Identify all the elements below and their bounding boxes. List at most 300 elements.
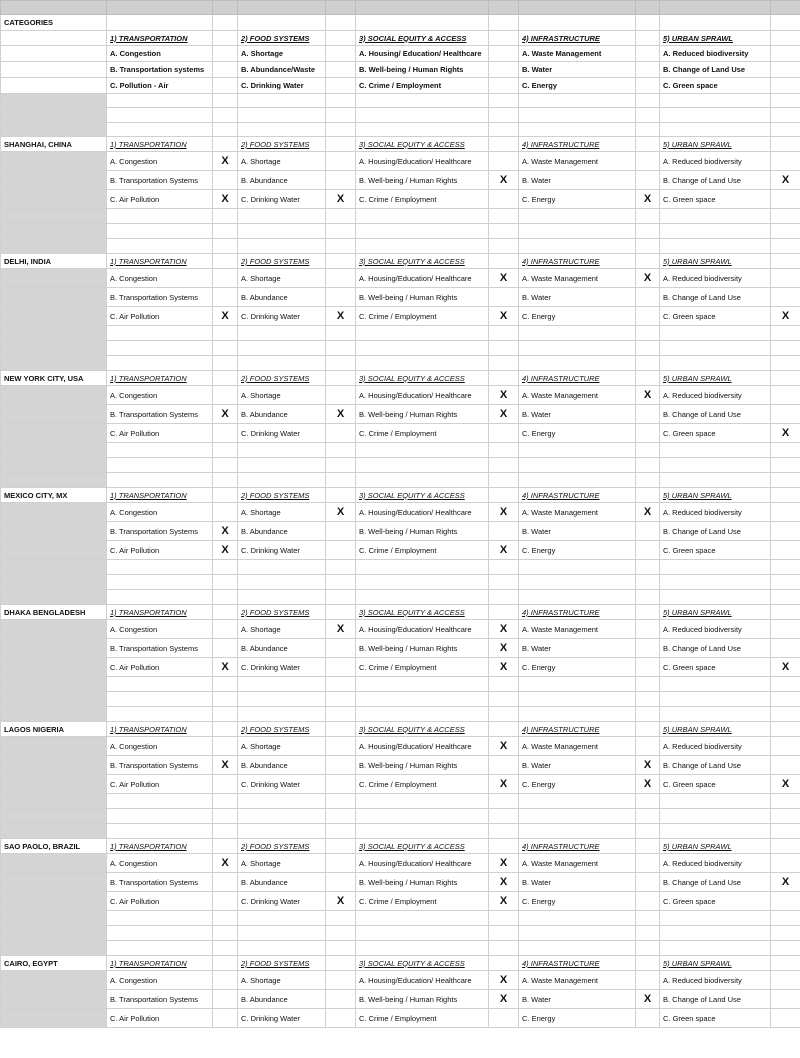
column-header-cell[interactable] (1, 1, 107, 15)
city-option[interactable]: C. Energy (519, 658, 636, 677)
x-mark-cell[interactable] (326, 620, 356, 639)
city-option[interactable]: A. Shortage (238, 854, 326, 873)
empty-cell[interactable] (238, 794, 326, 809)
empty-cell[interactable] (771, 911, 800, 926)
x-mark-cell[interactable] (489, 405, 519, 424)
empty-cell[interactable] (238, 341, 326, 356)
column-header-cell[interactable] (660, 1, 771, 15)
sheet-cell[interactable] (771, 31, 800, 46)
sheet-cell[interactable] (636, 78, 660, 94)
empty-cell[interactable] (356, 824, 489, 839)
city-option[interactable]: C. Green space (660, 775, 771, 794)
empty-cell[interactable] (356, 209, 489, 224)
empty-cell[interactable] (1, 356, 107, 371)
empty-cell[interactable] (1, 707, 107, 722)
x-mark-cell[interactable] (213, 775, 238, 794)
city-option[interactable]: B. Transportation Systems (107, 405, 213, 424)
x-mark-cell[interactable] (771, 405, 800, 424)
sheet-cell[interactable] (489, 62, 519, 78)
empty-cell[interactable] (636, 123, 660, 137)
empty-cell[interactable] (660, 326, 771, 341)
city-option[interactable]: A. Waste Management (519, 854, 636, 873)
empty-cell[interactable] (636, 707, 660, 722)
sheet-cell[interactable] (636, 605, 660, 620)
empty-cell[interactable] (1, 824, 107, 839)
column-header-cell[interactable] (356, 1, 489, 15)
x-mark-cell[interactable] (489, 190, 519, 209)
empty-cell[interactable] (356, 94, 489, 108)
empty-cell[interactable] (213, 443, 238, 458)
empty-cell[interactable] (660, 824, 771, 839)
empty-cell[interactable] (213, 809, 238, 824)
x-mark-cell[interactable] (213, 873, 238, 892)
x-mark-cell[interactable] (636, 269, 660, 288)
category-header[interactable]: 2) FOOD SYSTEMS (238, 31, 326, 46)
x-mark-cell[interactable] (636, 620, 660, 639)
empty-cell[interactable] (1, 692, 107, 707)
city-category-header[interactable]: 3) SOCIAL EQUITY & ACCESS (356, 956, 489, 971)
city-name[interactable]: NEW YORK CITY, USA (1, 371, 107, 386)
x-mark-cell[interactable] (771, 307, 800, 326)
empty-cell[interactable] (1, 809, 107, 824)
row-label-cell[interactable] (1, 756, 107, 775)
x-mark-cell[interactable] (213, 288, 238, 307)
x-mark-cell[interactable] (213, 639, 238, 658)
x-mark-cell[interactable] (636, 405, 660, 424)
sheet-cell[interactable] (489, 137, 519, 152)
row-label-cell[interactable] (1, 737, 107, 756)
sheet-cell[interactable] (213, 137, 238, 152)
empty-cell[interactable] (107, 239, 213, 254)
city-option[interactable]: A. Reduced biodiversity (660, 152, 771, 171)
empty-cell[interactable] (771, 926, 800, 941)
city-option[interactable]: C. Energy (519, 1009, 636, 1028)
sheet-cell[interactable] (771, 78, 800, 94)
city-option[interactable]: C. Drinking Water (238, 190, 326, 209)
sheet-cell[interactable] (213, 78, 238, 94)
empty-cell[interactable] (107, 911, 213, 926)
city-option[interactable]: B. Abundance (238, 990, 326, 1009)
row-label-cell[interactable] (1, 152, 107, 171)
city-option[interactable]: A. Shortage (238, 152, 326, 171)
x-mark-cell[interactable] (213, 171, 238, 190)
sheet-cell[interactable] (771, 254, 800, 269)
sheet-cell[interactable] (356, 15, 489, 31)
empty-cell[interactable] (1, 590, 107, 605)
x-mark-cell[interactable] (489, 152, 519, 171)
empty-cell[interactable] (326, 911, 356, 926)
sheet-cell[interactable] (326, 46, 356, 62)
sheet-cell[interactable] (660, 15, 771, 31)
empty-cell[interactable] (519, 326, 636, 341)
empty-cell[interactable] (238, 326, 326, 341)
empty-cell[interactable] (326, 824, 356, 839)
empty-cell[interactable] (489, 926, 519, 941)
sheet-cell[interactable] (771, 956, 800, 971)
city-name[interactable]: MEXICO CITY, MX (1, 488, 107, 503)
city-option[interactable]: A. Shortage (238, 386, 326, 405)
city-option[interactable]: B. Water (519, 756, 636, 775)
city-option[interactable]: A. Shortage (238, 503, 326, 522)
empty-cell[interactable] (1, 443, 107, 458)
city-option[interactable]: C. Green space (660, 424, 771, 443)
city-option[interactable]: B. Abundance (238, 288, 326, 307)
empty-cell[interactable] (107, 560, 213, 575)
x-mark-cell[interactable] (213, 424, 238, 443)
empty-cell[interactable] (356, 473, 489, 488)
empty-cell[interactable] (660, 590, 771, 605)
x-mark-cell[interactable] (771, 990, 800, 1009)
city-option[interactable]: A. Reduced biodiversity (660, 269, 771, 288)
empty-cell[interactable] (107, 590, 213, 605)
x-mark-cell[interactable] (213, 386, 238, 405)
city-option[interactable]: B. Well-being / Human Rights (356, 405, 489, 424)
empty-cell[interactable] (1, 911, 107, 926)
city-category-header[interactable]: 5) URBAN SPRAWL (660, 137, 771, 152)
empty-cell[interactable] (107, 473, 213, 488)
empty-cell[interactable] (636, 809, 660, 824)
city-category-header[interactable]: 1) TRANSPORTATION (107, 956, 213, 971)
city-option[interactable]: A. Reduced biodiversity (660, 971, 771, 990)
empty-cell[interactable] (519, 209, 636, 224)
sheet-cell[interactable] (1, 31, 107, 46)
x-mark-cell[interactable] (636, 522, 660, 541)
empty-cell[interactable] (519, 560, 636, 575)
city-option[interactable]: C. Green space (660, 307, 771, 326)
sheet-cell[interactable] (213, 31, 238, 46)
sheet-cell[interactable] (636, 371, 660, 386)
x-mark-cell[interactable] (489, 775, 519, 794)
sheet-cell[interactable] (771, 46, 800, 62)
empty-cell[interactable] (636, 326, 660, 341)
category-option[interactable]: C. Crime / Employment (356, 78, 489, 94)
city-category-header[interactable]: 4) INFRASTRUCTURE (519, 371, 636, 386)
empty-cell[interactable] (489, 458, 519, 473)
city-option[interactable]: B. Abundance (238, 171, 326, 190)
empty-cell[interactable] (519, 443, 636, 458)
empty-cell[interactable] (326, 926, 356, 941)
city-name[interactable]: SAO PAOLO, BRAZIL (1, 839, 107, 854)
x-mark-cell[interactable] (489, 620, 519, 639)
x-mark-cell[interactable] (489, 424, 519, 443)
category-header[interactable]: 3) SOCIAL EQUITY & ACCESS (356, 31, 489, 46)
city-category-header[interactable]: 5) URBAN SPRAWL (660, 254, 771, 269)
city-category-header[interactable]: 3) SOCIAL EQUITY & ACCESS (356, 488, 489, 503)
city-option[interactable]: A. Congestion (107, 737, 213, 756)
city-name[interactable]: CAIRO, EGYPT (1, 956, 107, 971)
city-option[interactable]: B. Transportation Systems (107, 171, 213, 190)
empty-cell[interactable] (1, 458, 107, 473)
empty-cell[interactable] (489, 941, 519, 956)
city-option[interactable]: B. Transportation Systems (107, 873, 213, 892)
empty-cell[interactable] (238, 560, 326, 575)
empty-cell[interactable] (771, 590, 800, 605)
empty-cell[interactable] (636, 560, 660, 575)
city-option[interactable]: A. Congestion (107, 854, 213, 873)
row-label-cell[interactable] (1, 1009, 107, 1028)
category-option[interactable]: B. Change of Land Use (660, 62, 771, 78)
city-option[interactable]: A. Housing/Education/ Healthcare (356, 971, 489, 990)
empty-cell[interactable] (238, 239, 326, 254)
empty-cell[interactable] (636, 356, 660, 371)
empty-cell[interactable] (519, 911, 636, 926)
sheet-cell[interactable] (771, 137, 800, 152)
city-option[interactable]: A. Housing/Education/ Healthcare (356, 503, 489, 522)
sheet-cell[interactable] (489, 31, 519, 46)
x-mark-cell[interactable] (771, 620, 800, 639)
sheet-cell[interactable] (326, 956, 356, 971)
row-label-cell[interactable] (1, 892, 107, 911)
empty-cell[interactable] (771, 458, 800, 473)
row-label-cell[interactable] (1, 541, 107, 560)
empty-cell[interactable] (107, 94, 213, 108)
city-option[interactable]: C. Air Pollution (107, 424, 213, 443)
city-option[interactable]: A. Reduced biodiversity (660, 386, 771, 405)
city-option[interactable]: B. Change of Land Use (660, 522, 771, 541)
x-mark-cell[interactable] (771, 775, 800, 794)
city-category-header[interactable]: 4) INFRASTRUCTURE (519, 605, 636, 620)
empty-cell[interactable] (213, 794, 238, 809)
city-option[interactable]: B. Transportation Systems (107, 990, 213, 1009)
empty-cell[interactable] (238, 123, 326, 137)
city-category-header[interactable]: 5) URBAN SPRAWL (660, 839, 771, 854)
empty-cell[interactable] (213, 590, 238, 605)
empty-cell[interactable] (1, 108, 107, 123)
empty-cell[interactable] (489, 341, 519, 356)
empty-cell[interactable] (356, 123, 489, 137)
city-option[interactable]: A. Waste Management (519, 737, 636, 756)
sheet-cell[interactable] (489, 46, 519, 62)
empty-cell[interactable] (771, 356, 800, 371)
empty-cell[interactable] (660, 443, 771, 458)
category-option[interactable]: A. Shortage (238, 46, 326, 62)
city-option[interactable]: A. Reduced biodiversity (660, 737, 771, 756)
city-option[interactable]: A. Waste Management (519, 386, 636, 405)
row-label-cell[interactable] (1, 971, 107, 990)
row-label-cell[interactable] (1, 171, 107, 190)
sheet-cell[interactable] (636, 15, 660, 31)
empty-cell[interactable] (238, 692, 326, 707)
empty-cell[interactable] (489, 326, 519, 341)
x-mark-cell[interactable] (213, 405, 238, 424)
column-header-cell[interactable] (771, 1, 800, 15)
sheet-cell[interactable] (213, 605, 238, 620)
empty-cell[interactable] (238, 809, 326, 824)
x-mark-cell[interactable] (636, 737, 660, 756)
city-option[interactable]: B. Change of Land Use (660, 639, 771, 658)
empty-cell[interactable] (356, 707, 489, 722)
row-label-cell[interactable] (1, 873, 107, 892)
category-option[interactable]: A. Waste Management (519, 46, 636, 62)
city-option[interactable]: B. Water (519, 288, 636, 307)
sheet-cell[interactable] (326, 78, 356, 94)
x-mark-cell[interactable] (771, 737, 800, 756)
empty-cell[interactable] (238, 677, 326, 692)
empty-cell[interactable] (326, 443, 356, 458)
sheet-cell[interactable] (238, 15, 326, 31)
empty-cell[interactable] (771, 94, 800, 108)
sheet-cell[interactable] (326, 722, 356, 737)
sheet-cell[interactable] (771, 371, 800, 386)
empty-cell[interactable] (519, 123, 636, 137)
empty-cell[interactable] (519, 575, 636, 590)
empty-cell[interactable] (356, 911, 489, 926)
sheet-cell[interactable] (519, 15, 636, 31)
city-option[interactable]: C. Drinking Water (238, 775, 326, 794)
sheet-cell[interactable] (771, 722, 800, 737)
empty-cell[interactable] (1, 677, 107, 692)
city-option[interactable]: B. Well-being / Human Rights (356, 873, 489, 892)
city-category-header[interactable]: 1) TRANSPORTATION (107, 137, 213, 152)
empty-cell[interactable] (489, 224, 519, 239)
empty-cell[interactable] (660, 926, 771, 941)
empty-cell[interactable] (519, 824, 636, 839)
column-header-cell[interactable] (107, 1, 213, 15)
sheet-cell[interactable] (213, 254, 238, 269)
empty-cell[interactable] (107, 341, 213, 356)
empty-cell[interactable] (771, 794, 800, 809)
x-mark-cell[interactable] (213, 190, 238, 209)
empty-cell[interactable] (519, 941, 636, 956)
empty-cell[interactable] (326, 239, 356, 254)
x-mark-cell[interactable] (636, 152, 660, 171)
empty-cell[interactable] (238, 224, 326, 239)
empty-cell[interactable] (519, 473, 636, 488)
x-mark-cell[interactable] (326, 854, 356, 873)
city-name[interactable]: SHANGHAI, CHINA (1, 137, 107, 152)
city-option[interactable]: B. Water (519, 171, 636, 190)
empty-cell[interactable] (213, 123, 238, 137)
empty-cell[interactable] (213, 356, 238, 371)
x-mark-cell[interactable] (326, 269, 356, 288)
empty-cell[interactable] (356, 941, 489, 956)
empty-cell[interactable] (1, 575, 107, 590)
x-mark-cell[interactable] (213, 990, 238, 1009)
sheet-cell[interactable] (636, 254, 660, 269)
sheet-cell[interactable] (326, 488, 356, 503)
empty-cell[interactable] (771, 575, 800, 590)
x-mark-cell[interactable] (326, 424, 356, 443)
empty-cell[interactable] (771, 692, 800, 707)
sheet-cell[interactable] (636, 956, 660, 971)
x-mark-cell[interactable] (326, 756, 356, 775)
category-option[interactable]: A. Reduced biodiversity (660, 46, 771, 62)
sheet-cell[interactable] (489, 839, 519, 854)
city-category-header[interactable]: 3) SOCIAL EQUITY & ACCESS (356, 254, 489, 269)
category-header[interactable]: 4) INFRASTRUCTURE (519, 31, 636, 46)
empty-cell[interactable] (519, 590, 636, 605)
empty-cell[interactable] (771, 209, 800, 224)
sheet-cell[interactable] (213, 488, 238, 503)
city-category-header[interactable]: 1) TRANSPORTATION (107, 371, 213, 386)
city-category-header[interactable]: 1) TRANSPORTATION (107, 722, 213, 737)
empty-cell[interactable] (771, 824, 800, 839)
row-label-cell[interactable] (1, 990, 107, 1009)
empty-cell[interactable] (771, 326, 800, 341)
empty-cell[interactable] (660, 108, 771, 123)
city-option[interactable]: C. Crime / Employment (356, 424, 489, 443)
empty-cell[interactable] (519, 926, 636, 941)
empty-cell[interactable] (238, 911, 326, 926)
city-category-header[interactable]: 4) INFRASTRUCTURE (519, 254, 636, 269)
sheet-cell[interactable] (326, 254, 356, 269)
city-option[interactable]: C. Air Pollution (107, 1009, 213, 1028)
empty-cell[interactable] (238, 356, 326, 371)
city-option[interactable]: C. Green space (660, 190, 771, 209)
empty-cell[interactable] (1, 941, 107, 956)
empty-cell[interactable] (1, 123, 107, 137)
empty-cell[interactable] (356, 575, 489, 590)
empty-cell[interactable] (326, 123, 356, 137)
x-mark-cell[interactable] (636, 386, 660, 405)
city-option[interactable]: C. Crime / Employment (356, 190, 489, 209)
city-option[interactable]: B. Transportation Systems (107, 756, 213, 775)
empty-cell[interactable] (636, 341, 660, 356)
empty-cell[interactable] (660, 692, 771, 707)
x-mark-cell[interactable] (771, 1009, 800, 1028)
category-option[interactable]: B. Abundance/Waste (238, 62, 326, 78)
empty-cell[interactable] (107, 677, 213, 692)
sheet-cell[interactable] (326, 137, 356, 152)
empty-cell[interactable] (213, 941, 238, 956)
empty-cell[interactable] (519, 224, 636, 239)
empty-cell[interactable] (238, 575, 326, 590)
empty-cell[interactable] (771, 473, 800, 488)
city-category-header[interactable]: 4) INFRASTRUCTURE (519, 839, 636, 854)
sheet-cell[interactable] (213, 371, 238, 386)
category-option[interactable]: C. Energy (519, 78, 636, 94)
city-option[interactable]: A. Shortage (238, 737, 326, 756)
x-mark-cell[interactable] (326, 386, 356, 405)
empty-cell[interactable] (519, 239, 636, 254)
x-mark-cell[interactable] (213, 152, 238, 171)
x-mark-cell[interactable] (636, 775, 660, 794)
empty-cell[interactable] (326, 94, 356, 108)
sheet-cell[interactable] (636, 839, 660, 854)
sheet-cell[interactable] (489, 722, 519, 737)
empty-cell[interactable] (213, 707, 238, 722)
empty-cell[interactable] (660, 809, 771, 824)
x-mark-cell[interactable] (636, 990, 660, 1009)
empty-cell[interactable] (771, 341, 800, 356)
x-mark-cell[interactable] (489, 1009, 519, 1028)
x-mark-cell[interactable] (489, 541, 519, 560)
empty-cell[interactable] (326, 458, 356, 473)
sheet-cell[interactable] (326, 371, 356, 386)
sheet-cell[interactable] (326, 839, 356, 854)
sheet-cell[interactable] (326, 605, 356, 620)
city-option[interactable]: A. Congestion (107, 269, 213, 288)
empty-cell[interactable] (660, 239, 771, 254)
sheet-cell[interactable] (771, 488, 800, 503)
empty-cell[interactable] (356, 926, 489, 941)
x-mark-cell[interactable] (489, 990, 519, 1009)
row-label-cell[interactable] (1, 190, 107, 209)
empty-cell[interactable] (660, 94, 771, 108)
empty-cell[interactable] (489, 677, 519, 692)
category-option[interactable]: C. Drinking Water (238, 78, 326, 94)
sheet-cell[interactable] (636, 488, 660, 503)
sheet-cell[interactable] (771, 62, 800, 78)
empty-cell[interactable] (326, 941, 356, 956)
city-category-header[interactable]: 2) FOOD SYSTEMS (238, 722, 326, 737)
empty-cell[interactable] (326, 794, 356, 809)
empty-cell[interactable] (636, 926, 660, 941)
x-mark-cell[interactable] (636, 171, 660, 190)
city-option[interactable]: C. Drinking Water (238, 307, 326, 326)
sheet-cell[interactable] (213, 956, 238, 971)
empty-cell[interactable] (238, 94, 326, 108)
